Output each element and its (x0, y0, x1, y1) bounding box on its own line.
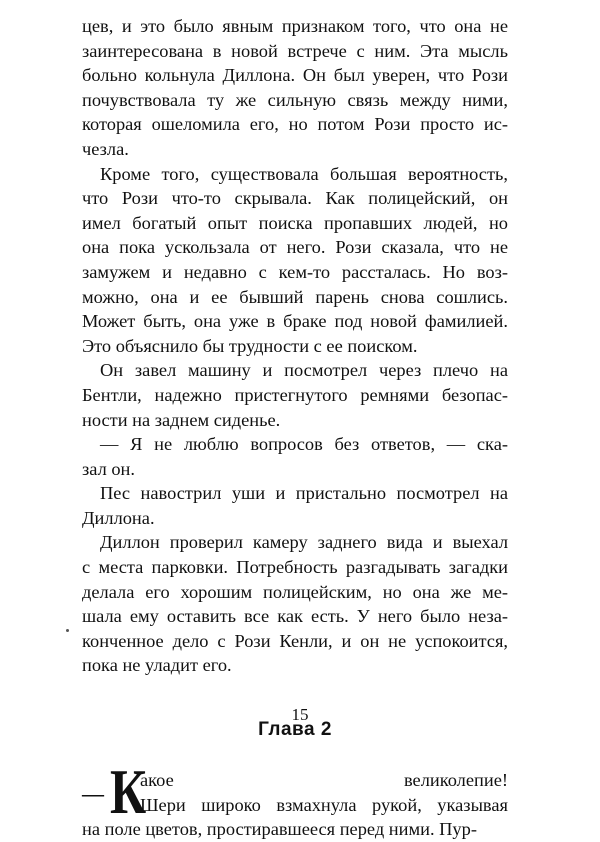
text-line: имел богатый опыт поиска пропавших людей, но (82, 212, 508, 233)
paragraph-6 (82, 530, 508, 678)
text-line: Он завел машину и посмотрел через плечо на (100, 360, 508, 381)
text-line: Кроме того, существовала большая вероятность, (100, 163, 508, 184)
text-line: ности на заднем сиденье. (82, 409, 281, 430)
paragraph-1 (82, 14, 508, 162)
text-line: Пес навострил уши и пристально посмотрел на (100, 483, 508, 504)
drop-cap-block (82, 756, 508, 828)
page-number: 15 (291, 705, 309, 724)
text-line: что Рози что-то скрывала. Как полицейский, он (82, 188, 508, 209)
text-line: чезла. (82, 138, 129, 159)
text-line: с места парковки. Потребность разгадывать загадки (82, 557, 508, 578)
chapter-heading: Глава 2 (258, 719, 332, 741)
text-line: цев, и это было явным признаком того, что она не (82, 16, 508, 36)
text-line: она пока ускользала от него. Рози сказала, что не (82, 237, 508, 258)
text-line: пока не уладит его. (82, 655, 232, 676)
text-line: которая ошеломила его, но потом Рози просто ис- (82, 114, 508, 135)
text-line: заинтересована в новой встрече с ним. Эта мысль (82, 40, 508, 61)
chapter-opening (82, 756, 508, 842)
text-line: Диллона. (82, 507, 155, 528)
paragraph-3 (82, 358, 508, 432)
lead-dash: — (82, 781, 104, 807)
text-line: на поле цветов, простиравшееся перед ними. Пур- (82, 819, 477, 840)
text-line: Бентли, надежно пристегнутого ремнями безопас- (82, 384, 508, 405)
text-line: почувствовала ту же сильную связь между ними, (82, 89, 508, 110)
text-line: зал он. (82, 458, 135, 479)
text-line: Шери широко взмахнула рукой, указывая (140, 794, 508, 815)
text-line: можно, она и ее бывший парень снова сошлись. (82, 286, 508, 307)
text-line: конченное дело с Рози Кенли, и он не успокоится, (82, 630, 508, 651)
paragraph-2 (82, 162, 508, 359)
text-line: акое великолепие! (140, 770, 508, 791)
drop-cap-letter: К (110, 756, 147, 828)
text-line: Диллон проверил камеру заднего вида и выехал (100, 532, 508, 553)
text-line: Может быть, она уже в браке под новой фамилией. (82, 311, 508, 332)
text-line: больно кольнула Диллона. Он был уверен, что Рози (82, 65, 508, 86)
text-line: шала ему оставить все как есть. У него было неза- (82, 606, 508, 627)
text-line: — Я не люблю вопросов без ответов, — ска- (100, 434, 508, 455)
paragraph-5 (82, 481, 508, 530)
text-line: делала его хорошим полицейским, но она же ме- (82, 581, 508, 602)
text-line: замужем и недавно с кем-то рассталась. Но воз- (82, 261, 508, 282)
scan-speck (66, 629, 69, 632)
paragraph-4-dialogue (82, 432, 508, 481)
text-line: Это объяснило бы трудности с ее поиском. (82, 335, 418, 356)
